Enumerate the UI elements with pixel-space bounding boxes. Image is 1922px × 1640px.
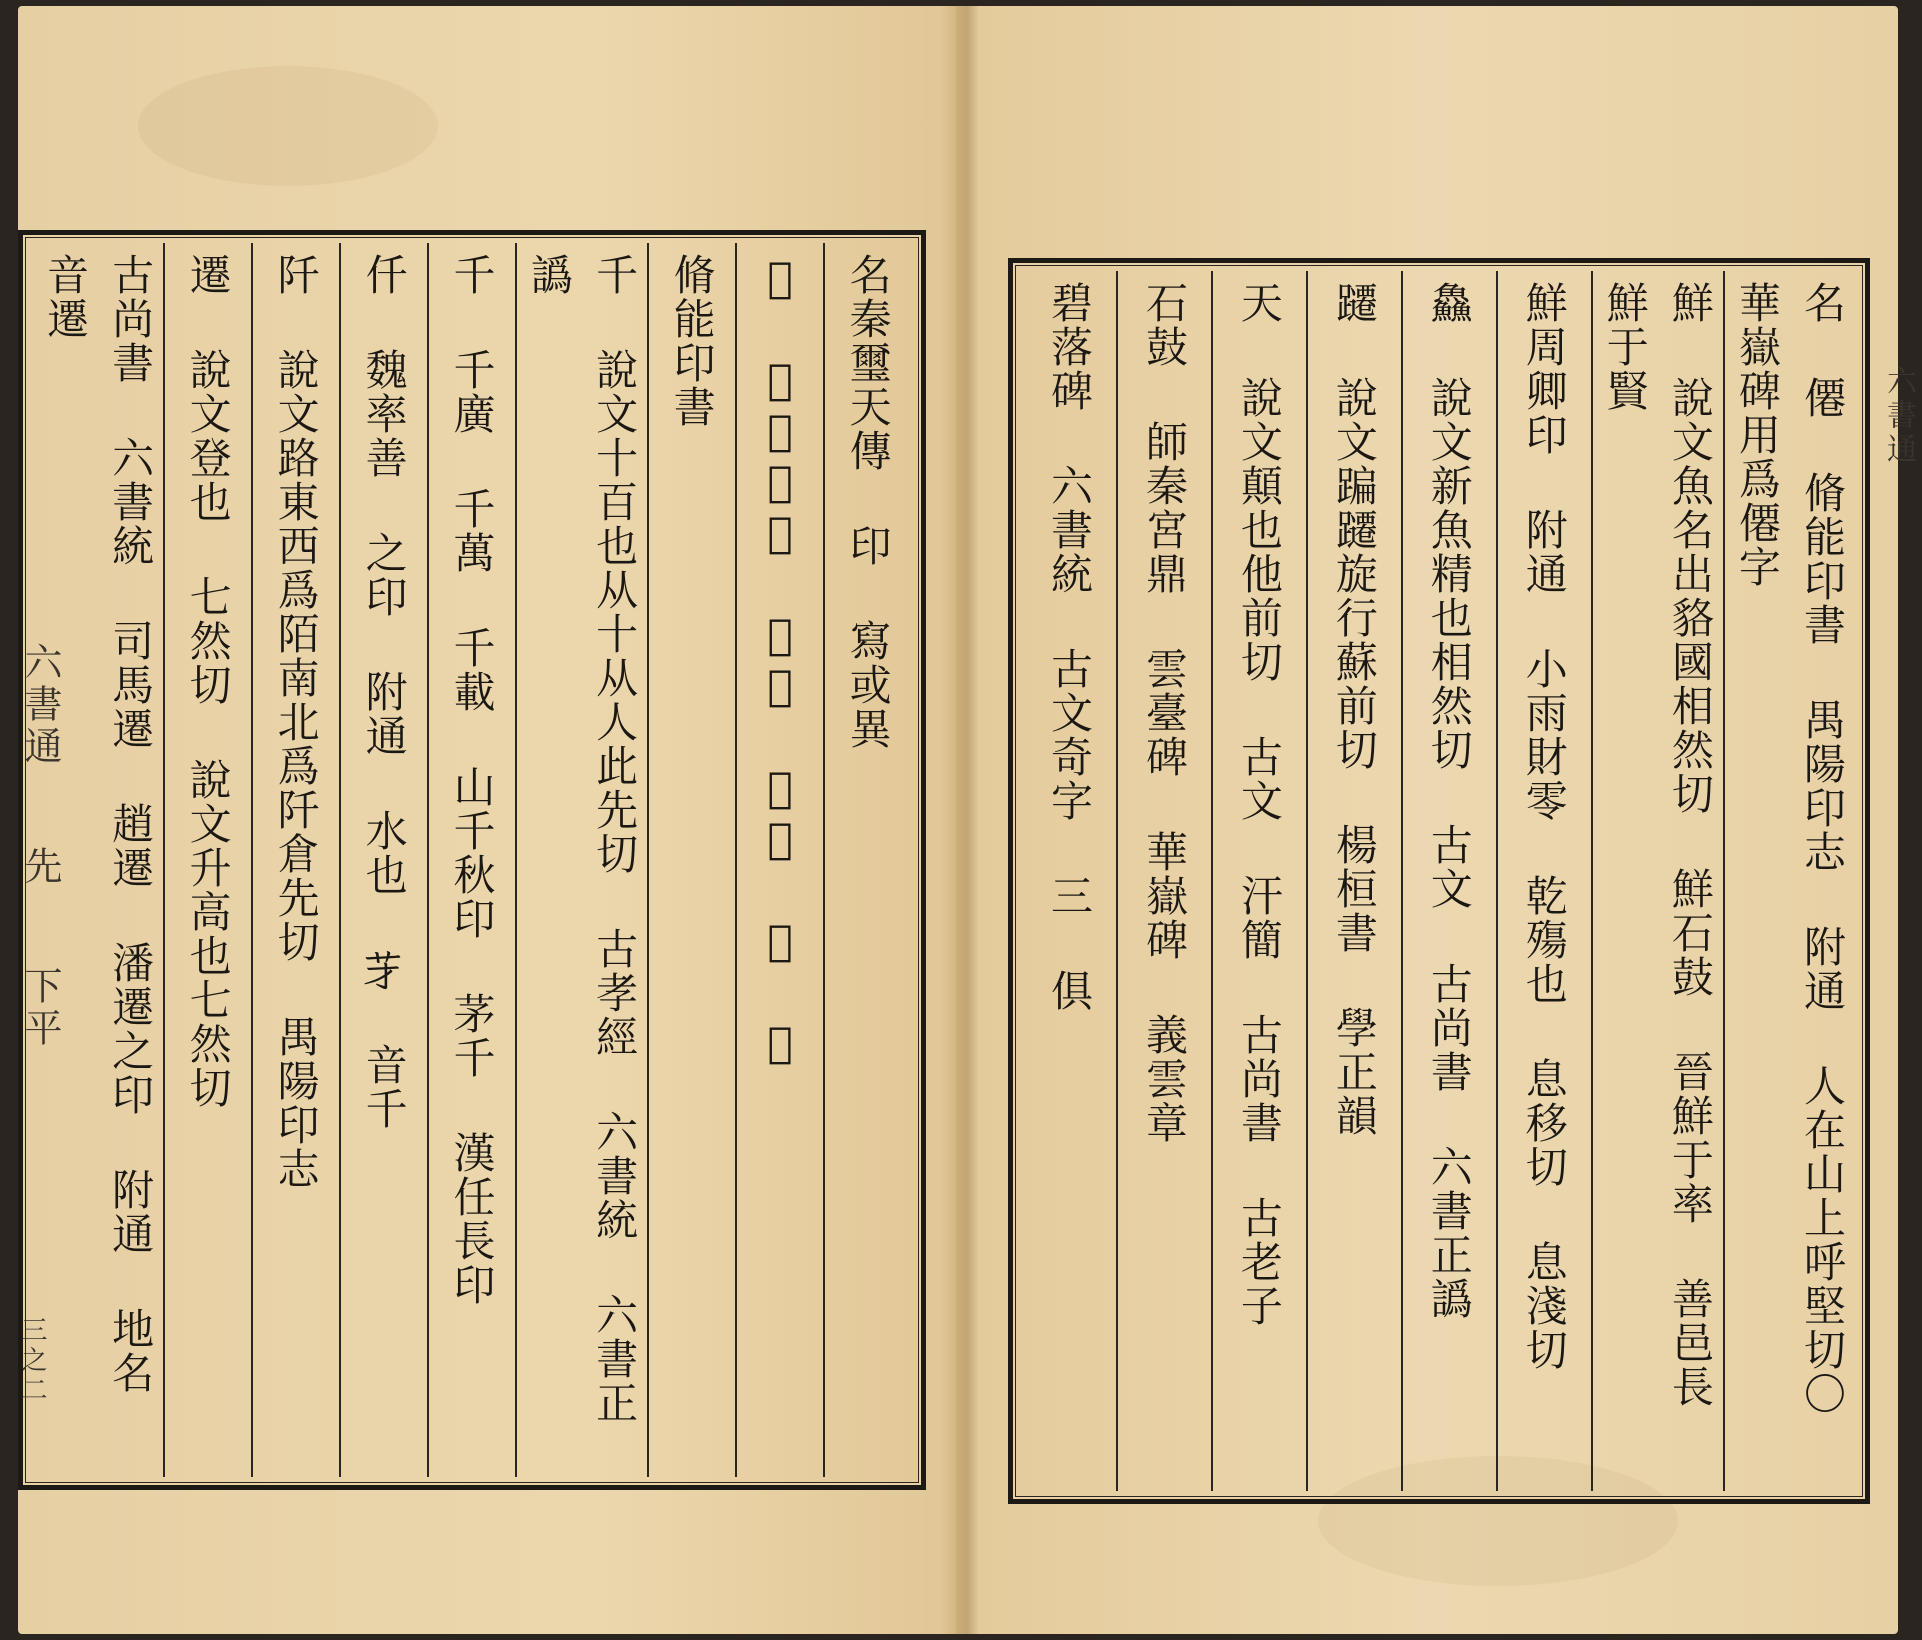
right-margin-heading bbox=[1858, 266, 1920, 566]
left-rhyme-label: 先 bbox=[18, 846, 62, 888]
binding-gutter bbox=[956, 6, 978, 1634]
right-column-4: 鱻 說文新魚精也相然切 古文 古尚書 六書正譌 bbox=[1401, 271, 1496, 1491]
right-column-5: 躚 說文蹁躚旋行蘇前切 楊桓書 學正韻 bbox=[1306, 271, 1401, 1491]
left-margin-heading bbox=[6, 246, 68, 1446]
right-page bbox=[978, 6, 1916, 1634]
right-page-frame bbox=[1008, 258, 1870, 1504]
left-column-1: 名秦璽天傳 印 寫或異 bbox=[823, 243, 911, 1477]
right-column-3: 鮮周卿印 附通 小雨財零 乾殤也 息移切 息淺切 bbox=[1496, 271, 1591, 1491]
left-page bbox=[18, 6, 956, 1634]
right-book-title: 六書通 bbox=[1881, 365, 1916, 467]
left-page-frame bbox=[18, 230, 926, 1490]
left-page-number: 三之二 bbox=[17, 1316, 47, 1406]
left-column-8: 遷 說文登也 七然切 說文升高也七然切 bbox=[163, 243, 251, 1477]
right-column-1: 名 僊 脩能印書 禺陽印志 附通 人在山上呼堅切〇 華嶽碑用爲僊字 bbox=[1723, 271, 1855, 1491]
left-column-9: 古尚書 六書統 司馬遷 趙遷 潘遷之印 附通 地名 音遷 bbox=[41, 253, 156, 1446]
left-column-6: 仟 魏率善 之印 附通 水也 𦬁 音千 bbox=[339, 243, 427, 1477]
left-column-7: 阡 說文路東西爲陌南北爲阡倉先切 禺陽印志 bbox=[251, 243, 339, 1477]
left-book-title: 六書通 bbox=[18, 642, 62, 768]
left-column-3: 脩能印書 bbox=[647, 243, 735, 1477]
right-column-2: 鮮 說文魚名出貉國相然切 鮮石鼓 晉鮮于率 善邑長 鮮于賢 bbox=[1591, 271, 1723, 1491]
left-column-5: 千 千廣 千萬 千載 山千秋印 茅千 漢任長印 bbox=[427, 243, 515, 1477]
right-column-6: 天 說文顛也他前切 古文 汗簡 古尚書 古老子 bbox=[1211, 271, 1306, 1491]
left-column-2: 𠀆 天祿永昌 使者 中印 天 樂 bbox=[735, 243, 823, 1477]
book-spread bbox=[17, 6, 1916, 1634]
left-column-4: 千 說文十百也从十从人此先切 古孝經 六書統 六書正譌 bbox=[515, 243, 647, 1477]
right-column-8: 碧落碑 六書統 古文奇字 三 俱 bbox=[1045, 281, 1095, 1013]
right-column-7: 石鼓 師秦宮鼎 雲臺碑 華嶽碑 義雲章 bbox=[1116, 271, 1211, 1491]
left-tone-label: 下平 bbox=[18, 966, 62, 1050]
